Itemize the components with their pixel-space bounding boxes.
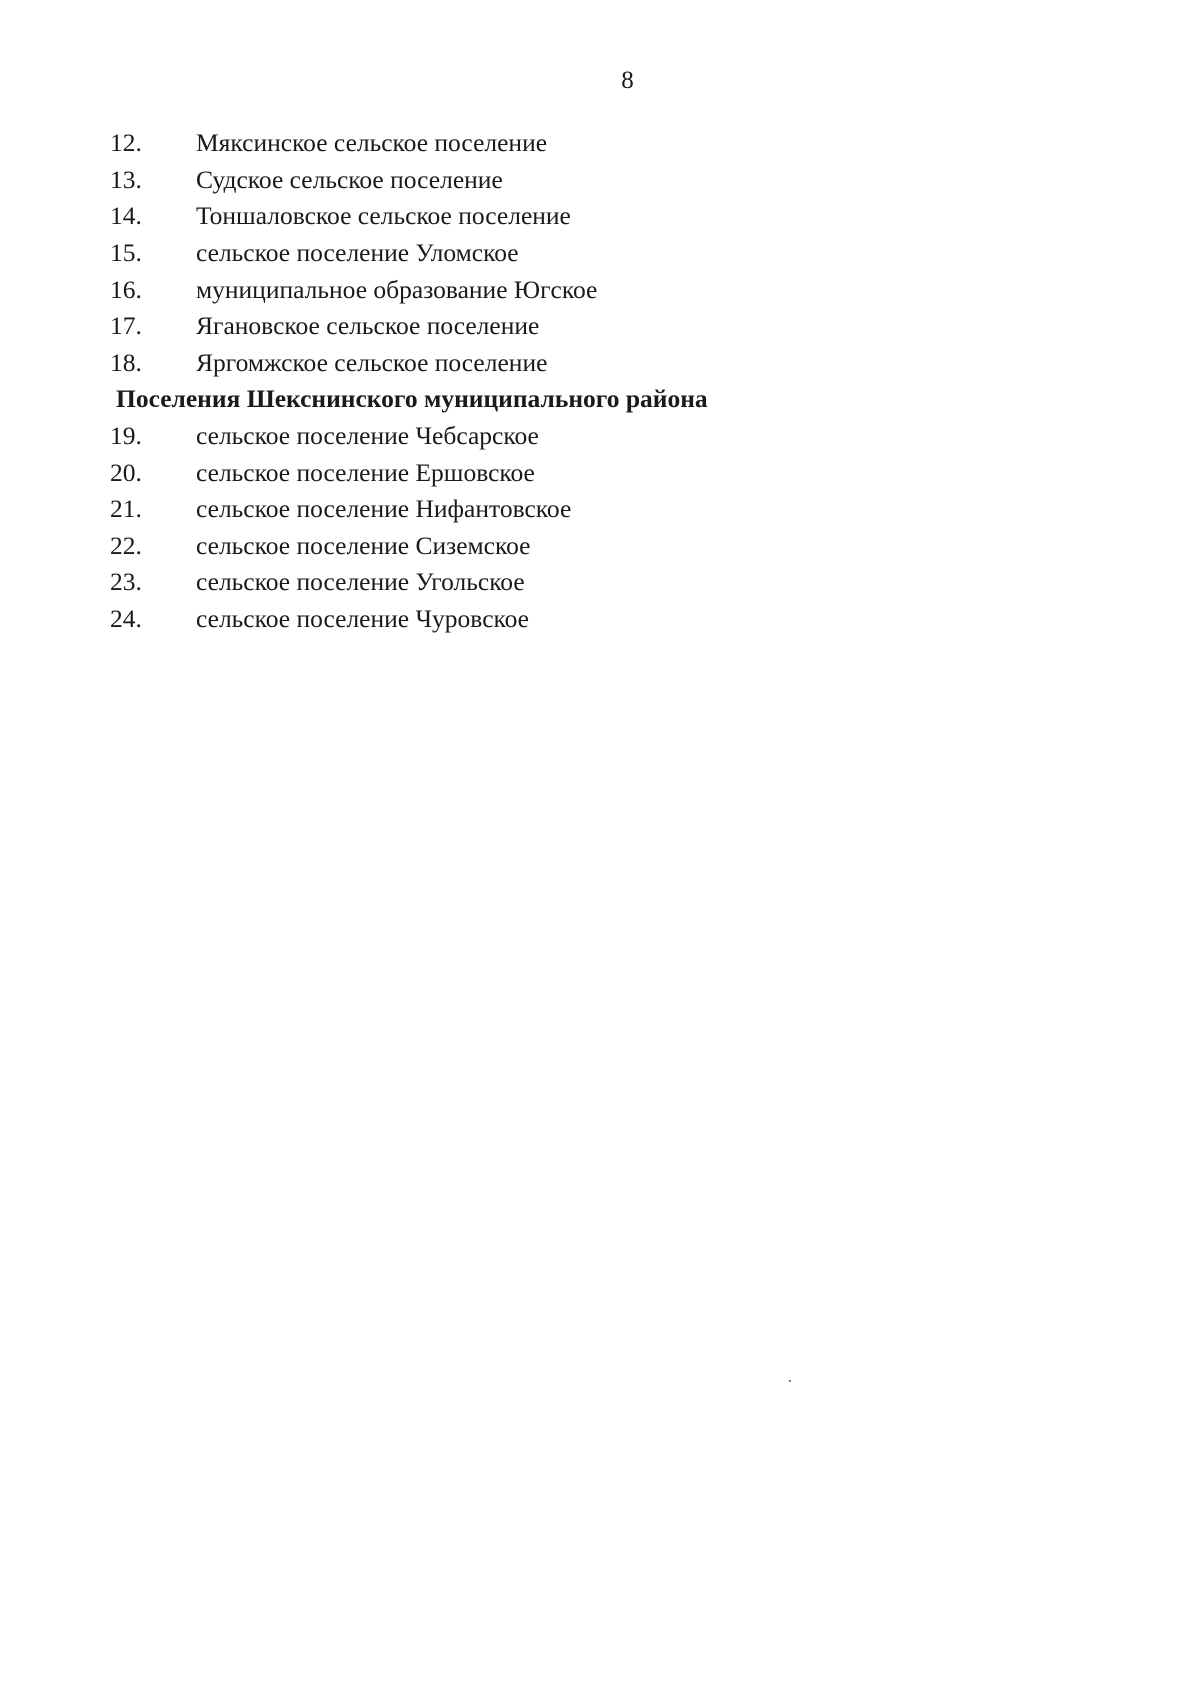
- settlement-list: [110, 125, 1110, 637]
- item-text: сельское поселение Угольское: [196, 567, 525, 597]
- list-item: [110, 125, 1110, 162]
- item-text: сельское поселение Сиземское: [196, 530, 531, 560]
- item-number: 23.: [110, 567, 142, 597]
- item-text: сельское поселение Нифантовское: [196, 494, 572, 524]
- item-text: Яргомжское сельское поселение: [196, 347, 548, 377]
- item-number: 20.: [110, 457, 142, 487]
- item-number: 16.: [110, 274, 142, 304]
- list-item: [110, 528, 1110, 565]
- list-item: [110, 235, 1110, 272]
- item-text: сельское поселение Чуровское: [196, 604, 529, 634]
- item-number: 15.: [110, 238, 142, 268]
- item-number: 14.: [110, 201, 142, 231]
- item-text: Мяксинское сельское поселение: [196, 128, 548, 158]
- list-item: [110, 271, 1110, 308]
- item-text: Ягановское сельское поселение: [196, 311, 540, 341]
- item-text: Судское сельское поселение: [196, 164, 503, 194]
- section-heading: Поселения Шекснинского муниципального района: [116, 384, 708, 414]
- item-number: 22.: [110, 530, 142, 560]
- list-item: [110, 198, 1110, 235]
- item-number: 17.: [110, 311, 142, 341]
- item-text: сельское поселение Уломское: [196, 238, 519, 268]
- item-number: 24.: [110, 604, 142, 634]
- list-item: [110, 308, 1110, 345]
- item-text: сельское поселение Чебсарское: [196, 421, 539, 451]
- page-number: 8: [621, 67, 634, 94]
- item-text: сельское поселение Ершовское: [196, 457, 535, 487]
- list-item: [110, 564, 1110, 601]
- item-number: 19.: [110, 421, 142, 451]
- list-item: [110, 454, 1110, 491]
- list-item: [110, 345, 1110, 382]
- item-text: муниципальное образование Югское: [196, 274, 598, 304]
- list-item: [110, 601, 1110, 638]
- item-number: 21.: [110, 494, 142, 524]
- item-number: 13.: [110, 164, 142, 194]
- scan-speck: [789, 1380, 791, 1382]
- list-item: [110, 162, 1110, 199]
- item-number: 18.: [110, 347, 142, 377]
- list-item: [110, 491, 1110, 528]
- item-text: Тоншаловское сельское поселение: [196, 201, 571, 231]
- list-item: [110, 418, 1110, 455]
- item-number: 12.: [110, 128, 142, 158]
